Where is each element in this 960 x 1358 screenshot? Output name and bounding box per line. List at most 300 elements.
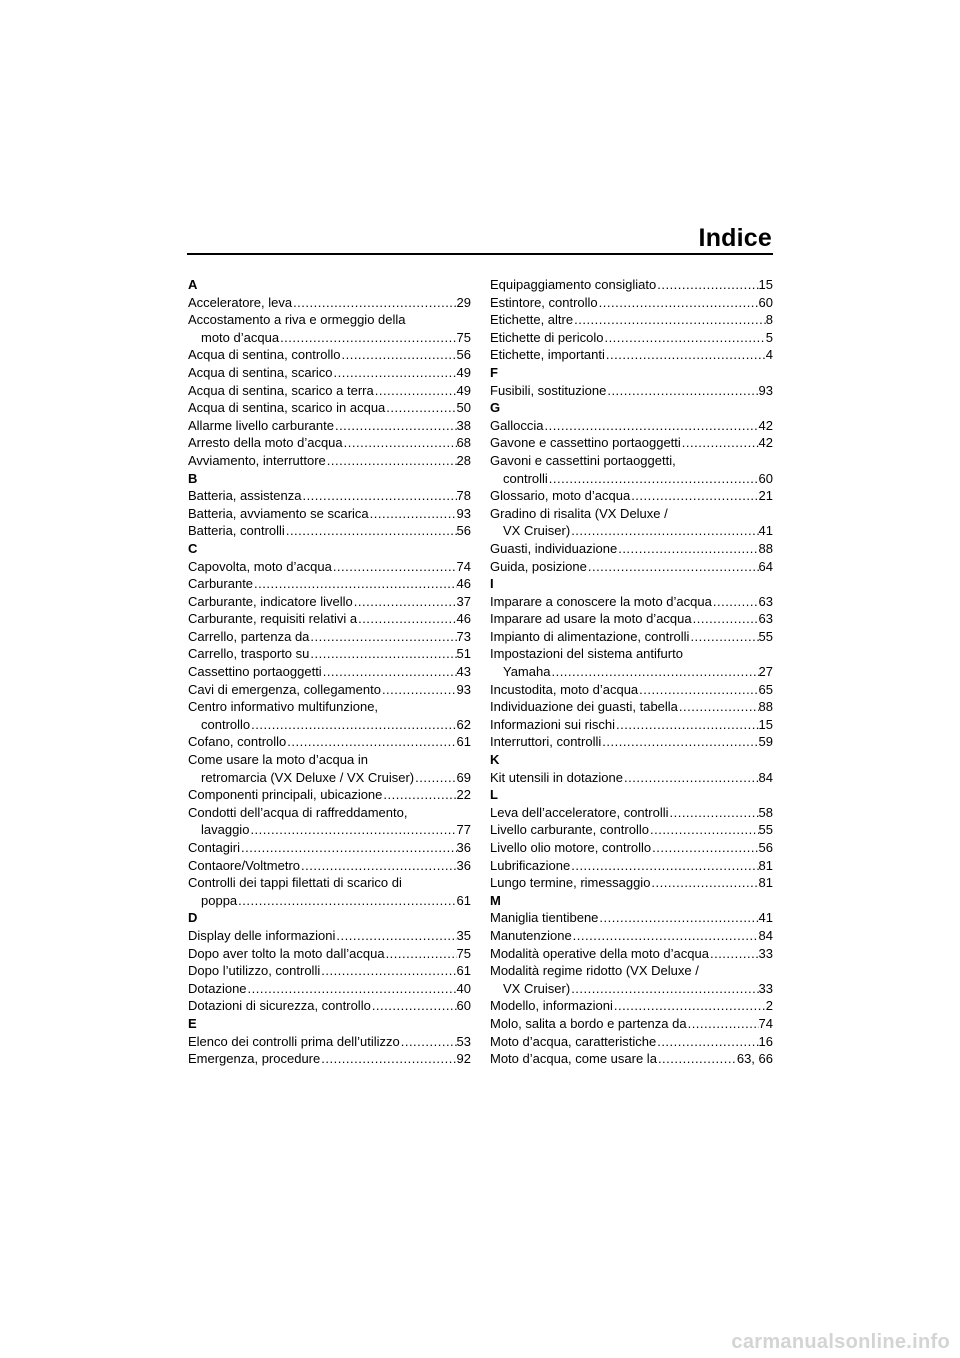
- page-number: 5: [765, 329, 773, 345]
- entry-line: [188, 294, 471, 312]
- entry-text: Lungo termine, rimessaggio: [490, 875, 651, 891]
- entry-text: Maniglia tientibene: [490, 910, 599, 926]
- dot-leader: [548, 470, 759, 488]
- page-number: 53: [456, 1033, 471, 1049]
- page-number: 41: [758, 523, 773, 539]
- entry-line: [490, 417, 773, 435]
- page-number: 75: [456, 329, 471, 345]
- entry-line: [490, 980, 773, 998]
- page-number: 41: [758, 910, 773, 926]
- entry-line: [188, 593, 471, 611]
- index-entry: [490, 434, 773, 452]
- dot-leader: [332, 558, 457, 576]
- index-entry: [188, 980, 471, 998]
- dot-leader: [326, 452, 457, 470]
- index-column-left: [188, 276, 471, 1068]
- dot-leader: [550, 663, 758, 681]
- dot-leader: [309, 645, 456, 663]
- entry-text: Modalità operative della moto d’acqua: [490, 945, 709, 961]
- page-number: 88: [758, 540, 773, 556]
- entry-text: Carburante: [188, 576, 254, 592]
- page-number: 49: [456, 364, 471, 380]
- entry-line: [490, 821, 773, 839]
- entry-line: [490, 1050, 773, 1068]
- page-number: 33: [758, 980, 773, 996]
- dot-leader: [340, 346, 456, 364]
- entry-text: Dotazione: [188, 980, 247, 996]
- entry-text: Centro informativo multifunzione,: [188, 699, 379, 715]
- entry-line: [490, 610, 773, 628]
- entry-line: [490, 663, 773, 681]
- entry-line: [188, 329, 471, 347]
- entry-text: Carrello, partenza da: [188, 628, 310, 644]
- dot-leader: [687, 1015, 759, 1033]
- index-entry: [490, 857, 773, 875]
- entry-text: Contagiri: [188, 840, 241, 855]
- entry-line: [490, 294, 773, 312]
- entry-line: [490, 997, 773, 1015]
- entry-line: [188, 945, 471, 963]
- page-number: 75: [456, 945, 471, 961]
- entry-line: [188, 610, 471, 628]
- index-column-right: [490, 276, 773, 1068]
- entry-text: Carburante, indicatore livello: [188, 593, 353, 609]
- index-entry: [490, 610, 773, 628]
- page-number: 92: [456, 1051, 471, 1067]
- entry-text: Incustodita, moto d’acqua: [490, 681, 639, 697]
- entry-line: [490, 839, 773, 857]
- entry-text: Molo, salita a bordo e partenza da: [490, 1015, 687, 1031]
- index-entry: [490, 927, 773, 945]
- entry-line: [490, 470, 773, 488]
- dot-leader: [650, 874, 758, 892]
- entry-line: [490, 628, 773, 646]
- dot-leader: [689, 628, 758, 646]
- entry-text: Estintore, controllo: [490, 294, 598, 310]
- entry-text: Equipaggiamento consigliato: [490, 277, 657, 292]
- page-number: 88: [758, 699, 773, 715]
- index-entry: [490, 716, 773, 734]
- dot-leader: [712, 593, 759, 611]
- dot-leader: [250, 716, 456, 734]
- entry-text: Informazioni sui rischi: [490, 716, 615, 732]
- section-letter: L: [490, 787, 498, 803]
- page-number: 56: [456, 523, 471, 539]
- index-entry: [188, 452, 471, 470]
- dot-leader: [253, 575, 456, 593]
- dot-leader: [320, 1050, 456, 1068]
- entry-line: [490, 733, 773, 751]
- entry-line: [188, 716, 471, 734]
- page-number: 46: [456, 576, 471, 592]
- index-entry: [188, 733, 471, 751]
- entry-line: [490, 909, 773, 927]
- entry-line: [188, 874, 471, 892]
- entry-text-continued: controllo: [201, 716, 251, 732]
- page-number: 33: [758, 945, 773, 961]
- entry-text: Guida, posizione: [490, 558, 587, 574]
- page-number: 63, 66: [736, 1051, 773, 1067]
- page-number: 16: [758, 1033, 773, 1049]
- index-entry: [490, 294, 773, 312]
- entry-line: [188, 980, 471, 998]
- page-number: 28: [456, 452, 471, 468]
- page-number: 49: [456, 382, 471, 398]
- index-entry: [188, 311, 471, 346]
- index-entry: [188, 945, 471, 963]
- entry-line: [490, 276, 773, 294]
- entry-line: [188, 558, 471, 576]
- index-entry: [188, 997, 471, 1015]
- page-number: 81: [758, 857, 773, 873]
- page-number: 74: [456, 558, 471, 574]
- dot-leader: [374, 382, 457, 400]
- dot-leader: [678, 698, 759, 716]
- dot-leader: [322, 663, 457, 681]
- entry-text: Dopo aver tolto la moto dall’acqua: [188, 945, 385, 961]
- entry-text: Guasti, individuazione: [490, 540, 618, 556]
- page-number: 51: [456, 646, 471, 662]
- index-entry: [490, 698, 773, 716]
- entry-text: Acceleratore, leva: [188, 294, 293, 310]
- page-number: 27: [758, 664, 773, 680]
- dot-leader: [309, 628, 456, 646]
- entry-text: Acqua di sentina, scarico in acqua: [188, 400, 386, 416]
- entry-text: Kit utensili in dotazione: [490, 769, 623, 785]
- section-letter: C: [188, 540, 198, 556]
- page-number: 43: [456, 664, 471, 680]
- page-title: Indice: [698, 224, 772, 252]
- section-letter: G: [490, 400, 501, 416]
- page-number: 36: [456, 857, 471, 873]
- entry-line: [490, 681, 773, 699]
- entry-text: Impostazioni del sistema antifurto: [490, 646, 683, 662]
- entry-text-continued: controlli: [503, 470, 548, 486]
- page-number: 63: [758, 611, 773, 627]
- index-entry: [188, 698, 471, 733]
- dot-leader: [285, 522, 457, 540]
- entry-text: Individuazione dei guasti, tabella: [490, 699, 678, 715]
- index-entry: [188, 751, 471, 786]
- page-number: 81: [758, 875, 773, 891]
- dot-leader: [570, 980, 758, 998]
- dot-leader: [240, 839, 457, 857]
- entry-line: [490, 346, 773, 364]
- index-entry: [188, 593, 471, 611]
- index-entry: [188, 610, 471, 628]
- entry-line: [188, 892, 471, 910]
- entry-line: [188, 751, 471, 769]
- entry-text: Batteria, avviamento se scarica: [188, 505, 369, 521]
- index-entry: [188, 294, 471, 312]
- dot-leader: [615, 716, 759, 734]
- dot-leader: [709, 945, 759, 963]
- entry-text: Avviamento, interruttore: [188, 452, 326, 468]
- index-entry: [490, 821, 773, 839]
- entry-text: Glossario, moto d’acqua: [490, 488, 631, 504]
- entry-line: [188, 417, 471, 435]
- entry-line: [490, 716, 773, 734]
- entry-line: [188, 505, 471, 523]
- entry-text: Interruttori, controlli: [490, 734, 602, 750]
- entry-text: Condotti dell’acqua di raffreddamento,: [188, 804, 408, 820]
- dot-leader: [692, 610, 759, 628]
- section-letter: K: [490, 752, 500, 768]
- entry-line: [490, 522, 773, 540]
- entry-text: Carrello, trasporto su: [188, 646, 310, 662]
- index-entry: [188, 927, 471, 945]
- entry-line: [490, 645, 773, 663]
- entry-text: Etichette, altre: [490, 312, 574, 328]
- dot-leader: [301, 487, 456, 505]
- entry-text-continued: lavaggio: [201, 822, 250, 838]
- entry-text: Dopo l’utilizzo, controlli: [188, 963, 321, 979]
- entry-line: [490, 1015, 773, 1033]
- page-number: 56: [456, 347, 471, 363]
- page-number: 58: [758, 804, 773, 820]
- entry-text: Galloccia: [490, 417, 544, 433]
- index-entry: [188, 522, 471, 540]
- entry-line: [188, 645, 471, 663]
- page-number: 93: [456, 681, 471, 697]
- page-number: 8: [765, 312, 773, 328]
- watermark[interactable]: carmanualsonline.info: [731, 1331, 950, 1353]
- dot-leader: [570, 857, 758, 875]
- dot-leader: [237, 892, 456, 910]
- entry-line: [490, 962, 773, 980]
- page-number: 50: [456, 400, 471, 416]
- dot-leader: [371, 997, 457, 1015]
- entry-line: [490, 857, 773, 875]
- entry-text: Accostamento a riva e ormeggio della: [188, 312, 406, 328]
- dot-leader: [249, 821, 456, 839]
- entry-line: [188, 839, 471, 857]
- entry-line: [188, 311, 471, 329]
- index-entry: [188, 857, 471, 875]
- entry-line: [490, 487, 773, 505]
- dot-leader: [656, 276, 758, 294]
- page-number: 56: [758, 840, 773, 855]
- dot-leader: [598, 909, 758, 927]
- entry-line: [490, 698, 773, 716]
- entry-text: Come usare la moto d’acqua in: [188, 752, 368, 768]
- entry-line: [490, 558, 773, 576]
- entry-text-continued: moto d’acqua: [201, 329, 280, 345]
- page-number: 68: [456, 435, 471, 451]
- index-entry: [490, 452, 773, 487]
- entry-line: [490, 945, 773, 963]
- entry-text: Cassettino portaoggetti: [188, 664, 322, 680]
- dot-leader: [357, 610, 456, 628]
- page-number: 64: [758, 558, 773, 574]
- entry-line: [490, 434, 773, 452]
- page-number: 78: [456, 488, 471, 504]
- index-entry: [490, 346, 773, 364]
- entry-text: Emergenza, procedure: [188, 1051, 321, 1067]
- entry-text: Batteria, controlli: [188, 523, 285, 539]
- page-number: 77: [456, 822, 471, 838]
- entry-text: Gavoni e cassettini portaoggetti,: [490, 452, 676, 468]
- index-entry: [188, 364, 471, 382]
- index-entry: [188, 382, 471, 400]
- index-entry: [490, 1015, 773, 1033]
- entry-text: Impianto di alimentazione, controlli: [490, 628, 690, 644]
- page-number: 2: [765, 998, 773, 1014]
- index-entry: [188, 804, 471, 839]
- page-number: 42: [758, 417, 773, 433]
- index-entry: [188, 962, 471, 980]
- dot-leader: [681, 434, 759, 452]
- entry-line: [188, 786, 471, 804]
- entry-text: Controlli dei tappi filettati di scarico di: [188, 875, 402, 891]
- entry-text: Etichette, importanti: [490, 347, 605, 363]
- entry-line: [188, 346, 471, 364]
- dot-leader: [598, 294, 759, 312]
- entry-text: Imparare ad usare la moto d’acqua: [490, 611, 692, 627]
- index-entry: [490, 311, 773, 329]
- dot-leader: [605, 346, 766, 364]
- page-number: 60: [456, 998, 471, 1014]
- entry-text: Cavi di emergenza, collegamento: [188, 681, 381, 697]
- entry-line: [490, 452, 773, 470]
- page-number: 21: [758, 488, 773, 504]
- entry-text: Gradino di risalita (VX Deluxe /: [490, 505, 668, 521]
- index-entry: [490, 487, 773, 505]
- entry-line: [490, 593, 773, 611]
- entry-line: [490, 329, 773, 347]
- index-entry: [188, 663, 471, 681]
- entry-text: Acqua di sentina, scarico a terra: [188, 382, 374, 398]
- entry-text: Batteria, assistenza: [188, 488, 302, 504]
- page-number: 35: [456, 927, 471, 943]
- index-entry: [188, 628, 471, 646]
- index-entry: [490, 962, 773, 997]
- entry-line: [188, 399, 471, 417]
- entry-line: [188, 997, 471, 1015]
- index-entry: [490, 804, 773, 822]
- entry-line: [188, 698, 471, 716]
- dot-leader: [414, 769, 456, 787]
- dot-leader: [623, 769, 759, 787]
- dot-leader: [587, 558, 759, 576]
- page-number: 37: [456, 593, 471, 609]
- entry-line: [490, 1033, 773, 1051]
- page-number: 29: [456, 294, 471, 310]
- entry-line: [490, 311, 773, 329]
- entry-text: Leva dell’acceleratore, controlli: [490, 804, 669, 820]
- index-entry: [490, 997, 773, 1015]
- dot-leader: [603, 329, 765, 347]
- index-entry: [188, 417, 471, 435]
- entry-text: Moto d’acqua, caratteristiche: [490, 1033, 657, 1049]
- page-number: 93: [758, 382, 773, 398]
- page-number: 55: [758, 628, 773, 644]
- entry-text: Contaore/Voltmetro: [188, 857, 301, 873]
- entry-text: Manutenzione: [490, 927, 572, 943]
- page-number: 4: [765, 347, 773, 363]
- page-number: 69: [456, 769, 471, 785]
- dot-leader: [385, 399, 456, 417]
- entry-text: Lubrificazione: [490, 857, 571, 873]
- dot-leader: [649, 821, 759, 839]
- entry-line: [490, 804, 773, 822]
- index-entry: [490, 382, 773, 400]
- page-number: 46: [456, 611, 471, 627]
- index-entry: [490, 540, 773, 558]
- index-entry: [188, 399, 471, 417]
- page-number: 60: [758, 470, 773, 486]
- entry-line: [490, 505, 773, 523]
- dot-leader: [613, 997, 766, 1015]
- entry-text: Dotazioni di sicurezza, controllo: [188, 998, 371, 1014]
- dot-leader: [382, 786, 456, 804]
- index-entry: [490, 276, 773, 294]
- dot-leader: [292, 294, 456, 312]
- page-number: 40: [456, 980, 471, 996]
- index-entry: [490, 1033, 773, 1051]
- index-entry: [188, 681, 471, 699]
- index-entry: [188, 487, 471, 505]
- index-entry: [490, 628, 773, 646]
- entry-text: Cofano, controllo: [188, 734, 287, 750]
- dot-leader: [300, 857, 457, 875]
- section-letter: I: [490, 576, 494, 592]
- page-number: 62: [456, 716, 471, 732]
- entry-text: Arresto della moto d’acqua: [188, 435, 343, 451]
- dot-leader: [385, 945, 457, 963]
- index-entry: [188, 839, 471, 857]
- dot-leader: [335, 927, 456, 945]
- page-number: 93: [456, 505, 471, 521]
- index-entry: [188, 874, 471, 909]
- entry-text: Modalità regime ridotto (VX Deluxe /: [490, 963, 699, 979]
- section-letter: B: [188, 470, 198, 486]
- entry-text: Fusibili, sostituzione: [490, 382, 607, 398]
- entry-line: [490, 874, 773, 892]
- dot-leader: [279, 329, 456, 347]
- entry-line: [188, 364, 471, 382]
- index-entry: [490, 1050, 773, 1068]
- entry-line: [188, 804, 471, 822]
- index-entry: [490, 329, 773, 347]
- page-number: 15: [758, 716, 773, 732]
- page-number: 84: [758, 769, 773, 785]
- section-letter: D: [188, 910, 198, 926]
- entry-line: [188, 522, 471, 540]
- page-number: 84: [758, 927, 773, 943]
- page-number: 74: [758, 1015, 773, 1031]
- index-entry: [490, 945, 773, 963]
- index-entry: [490, 769, 773, 787]
- entry-line: [188, 452, 471, 470]
- entry-line: [490, 382, 773, 400]
- index-entry: [188, 346, 471, 364]
- dot-leader: [286, 733, 456, 751]
- entry-line: [188, 382, 471, 400]
- entry-line: [490, 769, 773, 787]
- index-entry: [188, 1033, 471, 1051]
- dot-leader: [381, 681, 457, 699]
- index-entry: [490, 558, 773, 576]
- entry-text-continued: retromarcia (VX Deluxe / VX Cruiser): [201, 769, 415, 785]
- entry-text: Etichette di pericolo: [490, 329, 604, 345]
- entry-line: [188, 681, 471, 699]
- index-entry: [490, 733, 773, 751]
- entry-line: [188, 434, 471, 452]
- section-letter: F: [490, 364, 498, 380]
- page-number: 73: [456, 628, 471, 644]
- page-number: 38: [456, 417, 471, 433]
